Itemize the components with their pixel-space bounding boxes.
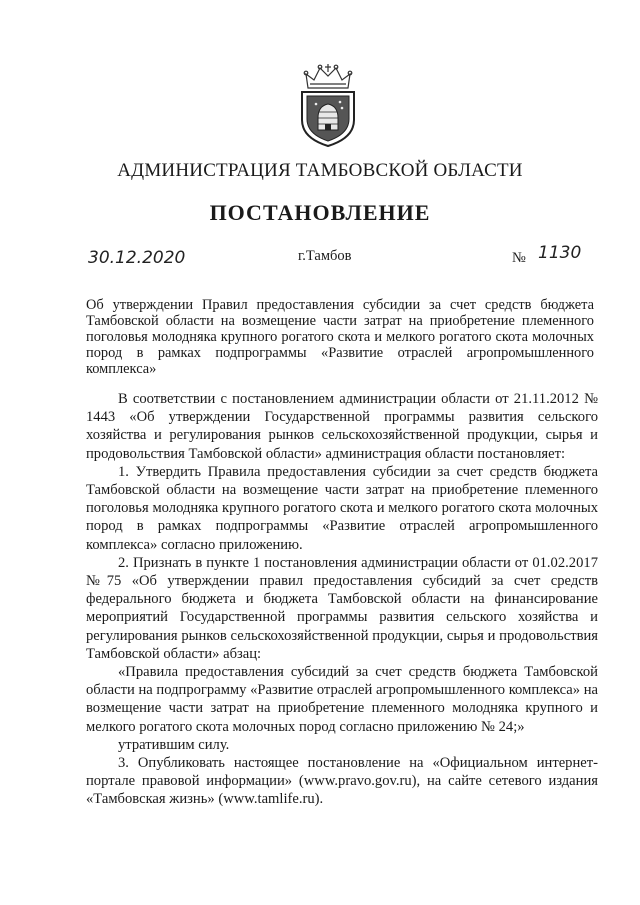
document-body [86, 390, 598, 809]
quoted-paragraph: «Правила предоставления субсидий за счет средств бюджета Тамбовской области на подпрограмму «Развитие отраслей агропромышленного комплекса» на возмещение части затрат на приобретение племенного молодняка крупного и мелкого рогатого скота молочных пород согласно приложению № 24;» [86, 664, 598, 735]
document-date: 30.12.2020 [88, 248, 186, 268]
lost-force-paragraph: утратившим силу. [118, 736, 230, 753]
item-2-paragraph: 2. Признать в пункте 1 постановления администрации области от 01.02.2017 №75 «Об утверждении правил предоставления субсидий за счет средств федерального бюджета и бюджета Тамбовской области на финансирование мероприятий Государственной программы развития сельского хозяйства и регулирования рынков сельскохозяйственной продукции, сырья и продовольствия Тамбовской области» абзац: [86, 554, 598, 662]
preamble-paragraph: В соответствии с постановлением администрации области от 21.11.2012 № 1443 «Об утверждении Государственной программы развития сельского хозяйства и регулирования рынков сельскохозяйственной продукции, сырья и продовольствия Тамбовской области» администрация области постановляет: [86, 391, 598, 462]
coat-of-arms-emblem [296, 62, 360, 148]
document-subject: Об утверждении Правил предоставления субсидии за счет средств бюджета Тамбовской области на возмещение части затрат на приобретение племенного поголовья молодняка крупного рогатого скота и мелкого рогатого скота молочных пород в рамках подпрограммы «Развитие отраслей агропромышленного комплекса» [86, 297, 594, 377]
document-type-title: ПОСТАНОВЛЕНИЕ [209, 200, 431, 225]
item-1-paragraph: 1. Утвердить Правила предоставления субсидии за счет средств бюджета Тамбовской области на возмещение части затрат на приобретение племенного поголовья молодняка крупного рогатого скота и мелкого рогатого скота молочных пород в рамках подпрограммы «Развитие отраслей агропромышленного комплекса» согласно приложению. [86, 463, 598, 553]
document-city: г.Тамбов [298, 248, 352, 264]
item-3-paragraph: 3. Опубликовать настоящее постановление на «Официальном интернет-портале правовой информации» (www.pravo.gov.ru), на сайте сетевого издания «Тамбовская жизнь» (www.tamlife.ru). [86, 755, 598, 808]
organization-name: АДМИНИСТРАЦИЯ ТАМБОВСКОЙ ОБЛАСТИ [117, 160, 523, 181]
document-number-label: № [512, 250, 526, 266]
document-number: 1130 [538, 243, 582, 263]
